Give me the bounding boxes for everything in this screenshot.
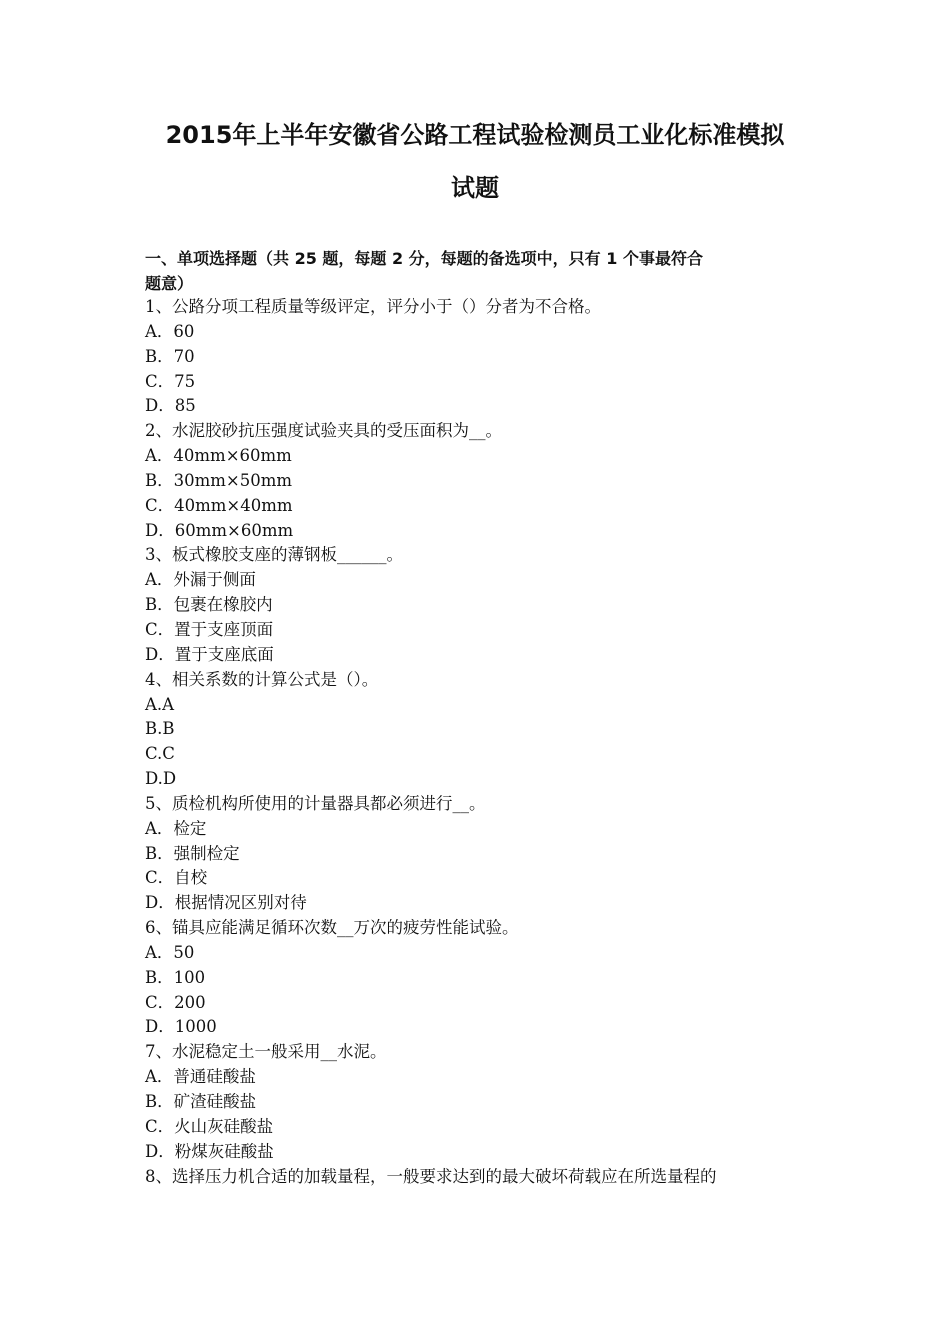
section-heading-line-1: 一、单项选择题（共 25 题，每题 2 分，每题的备选项中，只有 1 个事最符合 <box>145 249 703 268</box>
answer-option: D．置于支座底面 <box>145 644 274 664</box>
section-heading-line-2: 题意） <box>145 274 194 293</box>
document-title-line-1: 2015年上半年安徽省公路工程试验检测员工业化标准模拟 <box>165 121 785 149</box>
answer-option: D.D <box>145 769 177 789</box>
answer-option: B．包裹在橡胶内 <box>145 595 273 615</box>
answer-option: B.B <box>145 719 175 739</box>
answer-option: A．50 <box>145 942 195 962</box>
answer-option: D．根据情况区别对待 <box>145 893 307 913</box>
question-stem: 5、质检机构所使用的计量器具都必须进行__。 <box>145 793 486 813</box>
answer-option: C．置于支座顶面 <box>145 619 274 639</box>
answer-option: D．粉煤灰硅酸盐 <box>145 1141 274 1161</box>
answer-option: D．1000 <box>145 1017 217 1037</box>
answer-option: B．100 <box>145 967 206 987</box>
answer-option: B．强制检定 <box>145 843 240 863</box>
answer-option: C．75 <box>145 371 196 391</box>
answer-option: A．40mm×60mm <box>145 446 292 466</box>
question-stem: 6、锚具应能满足循环次数__万次的疲劳性能试验。 <box>145 918 519 938</box>
answer-option: C．200 <box>145 992 206 1012</box>
answer-option: A．外漏于侧面 <box>145 570 256 590</box>
answer-option: C．自校 <box>145 868 208 888</box>
answer-option: D．60mm×60mm <box>145 520 294 540</box>
answer-option: A.A <box>145 694 175 714</box>
answer-option: D．85 <box>145 396 196 416</box>
answer-option: B．30mm×50mm <box>145 470 293 490</box>
question-stem: 4、相关系数的计算公式是（）。 <box>145 669 379 689</box>
document-title-line-2: 试题 <box>451 174 499 202</box>
answer-option: A．60 <box>145 321 195 341</box>
question-stem: 1、公路分项工程质量等级评定，评分小于（）分者为不合格。 <box>145 297 601 316</box>
answer-option: C.C <box>145 744 175 764</box>
question-stem: 2、水泥胶砂抗压强度试验夹具的受压面积为__。 <box>145 421 502 441</box>
answer-option: B．矿渣硅酸盐 <box>145 1092 257 1111</box>
section-heading <box>145 246 810 296</box>
answer-option: C．火山灰硅酸盐 <box>145 1116 274 1136</box>
question-stem: 7、水泥稳定土一般采用__水泥。 <box>145 1042 387 1062</box>
answer-option: A．普通硅酸盐 <box>145 1067 256 1087</box>
question-list <box>145 295 810 1189</box>
answer-option: A．检定 <box>145 818 207 838</box>
answer-option: B．70 <box>145 346 195 366</box>
question-stem: 8、选择压力机合适的加载量程，一般要求达到的最大破坏荷载应在所选量程的 <box>145 1166 717 1186</box>
question-stem: 3、板式橡胶支座的薄钢板______。 <box>145 545 403 565</box>
answer-option: C．40mm×40mm <box>145 495 293 515</box>
